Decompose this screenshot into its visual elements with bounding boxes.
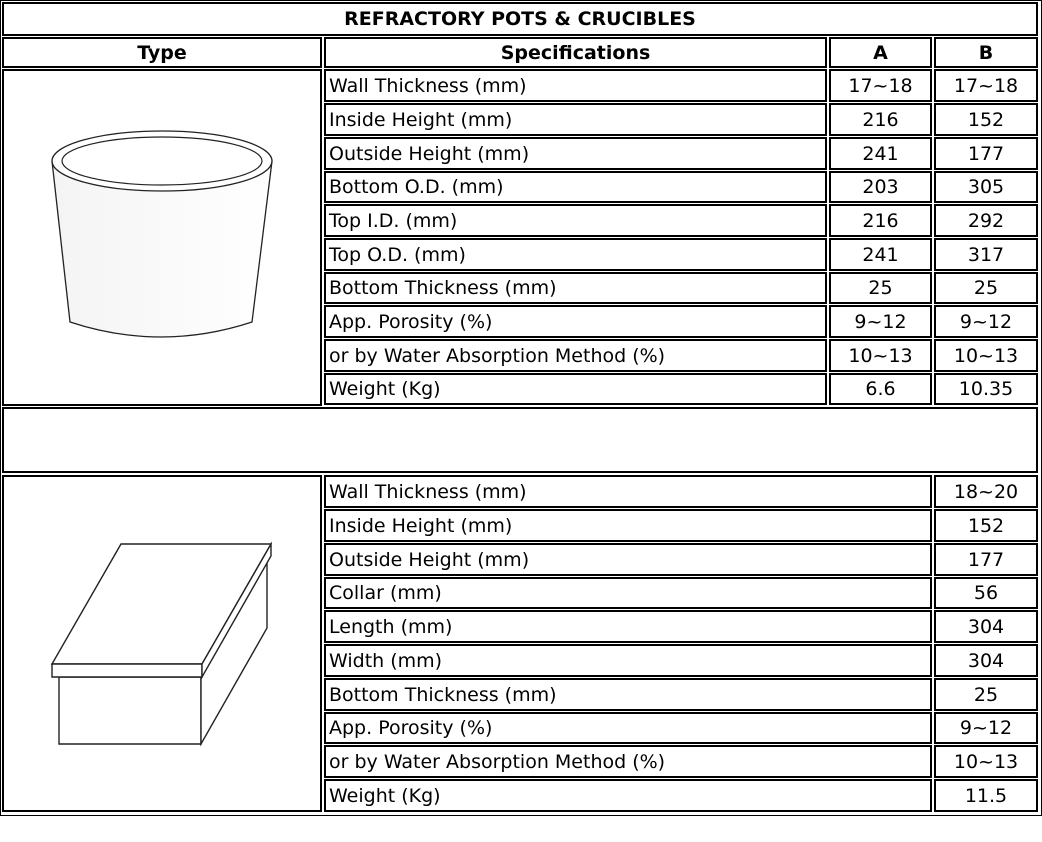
tray-spec-label: Length (mm) xyxy=(324,610,932,643)
tray-value: 18~20 xyxy=(934,475,1038,508)
pot-value-a: 203 xyxy=(829,171,932,203)
tray-spec-label: Wall Thickness (mm) xyxy=(324,475,932,508)
pot-value-b: 10~13 xyxy=(934,339,1038,372)
pot-value-b: 292 xyxy=(934,204,1038,237)
tray-value: 304 xyxy=(934,610,1038,643)
pot-value-b: 177 xyxy=(934,137,1038,170)
tray-value: 177 xyxy=(934,543,1038,576)
pot-spec-label: or by Water Absorption Method (%) xyxy=(324,339,827,372)
pot-spec-label: App. Porosity (%) xyxy=(324,305,827,338)
rectangular-crucible-drawing xyxy=(46,538,278,750)
header-a: A xyxy=(829,37,932,68)
tray-value: 56 xyxy=(934,577,1038,609)
pot-spec-label: Wall Thickness (mm) xyxy=(324,69,827,102)
round-crucible-drawing xyxy=(46,128,278,350)
tray-spec-label: Inside Height (mm) xyxy=(324,509,932,542)
pot-value-a: 9~12 xyxy=(829,305,932,338)
pot-value-a: 25 xyxy=(829,272,932,304)
pot-value-a: 6.6 xyxy=(829,373,932,405)
header-type: Type xyxy=(2,37,322,68)
pot-value-b: 317 xyxy=(934,238,1038,271)
tray-value: 9~12 xyxy=(934,712,1038,744)
pot-value-a: 17~18 xyxy=(829,69,932,102)
pot-value-b: 10.35 xyxy=(934,373,1038,405)
tray-spec-label: Weight (Kg) xyxy=(324,779,932,812)
tray-spec-label: App. Porosity (%) xyxy=(324,712,932,744)
section-separator xyxy=(2,407,1038,473)
pot-spec-label: Outside Height (mm) xyxy=(324,137,827,170)
pot-value-b: 25 xyxy=(934,272,1038,304)
pot-value-b: 152 xyxy=(934,103,1038,136)
header-specifications: Specifications xyxy=(324,37,827,68)
tray-spec-label: Width (mm) xyxy=(324,644,932,677)
tray-value: 25 xyxy=(934,678,1038,711)
header-b: B xyxy=(934,37,1038,68)
pot-value-a: 241 xyxy=(829,238,932,271)
pot-spec-label: Top I.D. (mm) xyxy=(324,204,827,237)
pot-value-a: 216 xyxy=(829,103,932,136)
pot-spec-label: Top O.D. (mm) xyxy=(324,238,827,271)
tray-spec-label: Collar (mm) xyxy=(324,577,932,609)
pot-spec-label: Bottom Thickness (mm) xyxy=(324,272,827,304)
tray-value: 10~13 xyxy=(934,745,1038,778)
tray-spec-label: Bottom Thickness (mm) xyxy=(324,678,932,711)
table-title: REFRACTORY POTS & CRUCIBLES xyxy=(2,2,1038,36)
pot-value-a: 10~13 xyxy=(829,339,932,372)
pot-value-a: 241 xyxy=(829,137,932,170)
tray-value: 11.5 xyxy=(934,779,1038,812)
tray-value: 152 xyxy=(934,509,1038,542)
pot-spec-label: Weight (Kg) xyxy=(324,373,827,405)
pot-spec-label: Bottom O.D. (mm) xyxy=(324,171,827,203)
pot-value-b: 17~18 xyxy=(934,69,1038,102)
pot-value-a: 216 xyxy=(829,204,932,237)
tray-spec-label: Outside Height (mm) xyxy=(324,543,932,576)
tray-value: 304 xyxy=(934,644,1038,677)
pot-value-b: 9~12 xyxy=(934,305,1038,338)
pot-spec-label: Inside Height (mm) xyxy=(324,103,827,136)
pot-value-b: 305 xyxy=(934,171,1038,203)
tray-spec-label: or by Water Absorption Method (%) xyxy=(324,745,932,778)
